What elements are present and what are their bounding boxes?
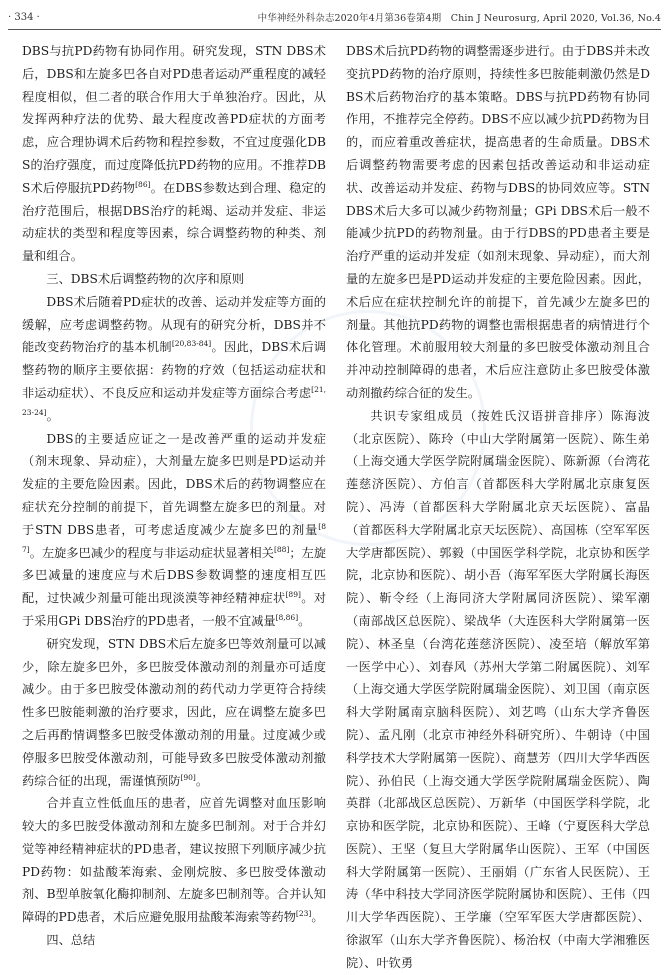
text: DBS与抗PD药物有协同作用。研究发现，STN DBS术后，DBS和左旋多巴各自对PD患者运动严重程度的减轻程度相似，但二者的联合作用大于单独治疗。因此，从发挥两种疗法的优势、最大程度改善PD症状的方面考虑，应合理协调术后药物和程控参数，不宜过度强化DBS的治疗强度，而过度降低抗PD药物的应用。不推荐DBS术后停服抗PD药物	[22, 44, 326, 195]
text: 。	[298, 613, 311, 628]
running-header	[8, 6, 661, 28]
text: 。	[311, 910, 324, 925]
text: 合并直立性低血压的患者，应首先调整对血压影响较大的多巴胺受体激动剂和左旋多巴制剂。对于合并幻觉等神经精神症状的PD患者，建议按照下列顺序减少抗PD药物：如盐酸苯海索、金刚烷胺、多巴胺受体激动剂、B型单胺氧化酶抑制剂、左旋多巴制剂等。合并认知障碍的PD患者，术后应避免服用盐酸苯海索等药物	[22, 796, 326, 925]
text: 。因此，DBS术后调整药物的顺序主要依据：药物的疗效（包括运动症状和非运动症状）、不良反应和运动并发症等方面综合考虑	[22, 340, 327, 400]
expert-panel-list: 共识专家组成员（按姓氏汉语拼音排序）陈海波（北京医院）、陈玲（中山大学附属第一医院）、陈生弟（上海交通大学医学院附属瑞金医院）、陈新源（台湾花莲慈济医院）、方伯言（首都医科大学附属北京康复医院）、冯涛（首都医科大学附属北京天坛医院）、富晶（首都医科大学附属北京天坛医院）、高国栋（空军军医大学唐都医院）、郭毅（中国医学科学院，北京协和医学院，北京协和医院）、胡小吾（海军军医大学附属长海医院）、靳令经（上海同济大学附属同济医院）、梁军潮（南部战区总医院）、梁战华（大连医科大学附属第一医院）、林圣皇（台湾花莲慈济医院）、凌至培（解放军第一医学中心）、刘春风（苏州大学第二附属医院）、刘军（上海交通大学医学院附属瑞金医院）、刘卫国（南京医科大学附属南京脑科医院）、刘艺鸣（山东大学齐鲁医院）、孟凡刚（北京市神经外科研究所）、牛朝诗（中国科学技术大学附属第一医院）、商慧芳（四川大学华西医院）、孙伯民（上海交通大学医学院附属瑞金医院）、陶英群（北部战区总医院）、万新华（中国医学科学院，北京协和医学院，北京协和医院）、王峰（宁夏医科大学总医院）、王坚（复旦大学附属华山医院）、王军（中国医科大学附属第一医院）、王丽娟（广东省人民医院）、王涛（华中科技大学同济医学院附属协和医院）、王伟（四川大学华西医院）、王学廉（空军军医大学唐都医院）、徐淑军（山东大学齐鲁医院）、杨治权（中南大学湘雅医院）、叶钦勇	[346, 408, 650, 970]
section-heading: 三、DBS术后调整药物的次序和原则	[46, 271, 245, 286]
page-number: · 334 ·	[8, 11, 40, 23]
citation: [23]	[295, 909, 312, 919]
citation: [88]	[273, 544, 290, 554]
paragraph: DBS术后抗PD药物的调整需逐步进行。由于DBS并未改变抗PD药物的治疗原则，持续性多巴胺能刺激仍然是DBS术后药物治疗的基本策略。DBS与抗PD药物有协同作用，不推荐完全停药。DBS不应以减少抗PD药物为目的，而应着重改善症状，提高患者的生命质量。DBS术后调整药物需要考虑的因素包括改善运动和非运动症状、改善运动并发症、药物与DBS的协同效应等。STN DBS术后大多可以减少药物剂量；GPi DBS术后一般不能减少抗PD的药物剂量。由于行DBS的PD患者主要是治疗严重的运动并发症（如剂末现象、异动症），而大剂量的左旋多巴是PD运动并发症的主要危险因素。因此，术后应在症状控制允许的前提下，首先减少左旋多巴的剂量。其他抗PD药物的调整也需根据患者的病情进行个体化管理。术前服用较大剂量的多巴胺受体激动剂且合并冲动控制障碍的患者，术后应注意防止多巴胺受体激动剂撤药综合征的发生。	[346, 44, 650, 400]
paragraph	[22, 633, 326, 793]
citation: [8,86]	[275, 612, 299, 622]
citation: [21,23-24]	[22, 384, 326, 417]
text: 。	[46, 408, 59, 423]
paragraph	[22, 40, 326, 268]
section-heading: 四、总结	[46, 933, 96, 948]
header-rule	[8, 29, 661, 30]
citation: [20,83-84]	[171, 339, 212, 349]
journal-citation: 中华神经外科杂志2020年4月第36卷第4期 Chin J Neurosurg, April 2020, Vol.36, No.4	[257, 13, 661, 24]
text: 研究发现，STN DBS术后左旋多巴等效剂量可以减少，除左旋多巴外，多巴胺受体激动剂的剂量亦可适度减少。由于多巴胺受体激动剂的药代动力学更符合持续性多巴胺能刺激的治疗要求，因此，应在调整左旋多巴之后再酌情调整多巴胺受体激动剂的用量。过度减少或停服多巴胺受体激动剂，可能导致多巴胺受体激动剂撤药综合征的出现，需谨慎预防	[22, 636, 326, 788]
text: DBS的主要适应证之一是改善严重的运动并发症（剂末现象、异动症），大剂量左旋多巴则是PD运动并发症的主要危险因素。因此，DBS术后的药物调整应在症状充分控制的前提下，首先调整左旋多巴的剂量。对于STN DBS患者，可考虑适度减少左旋多巴的剂量	[22, 431, 326, 537]
paragraph	[22, 428, 326, 633]
text: ；左旋多巴减量的速度应与术后DBS参数调整的速度相互匹配，过快减少剂量可能出现淡漠等神经精神症状	[22, 545, 327, 606]
left-column	[22, 40, 326, 952]
text: 。在DBS参数达到合理、稳定的治疗范围后，根据DBS治疗的耗竭、运动并发症、非运动症状的类型和程度等因素，综合调整药物的种类、剂量和组合。	[22, 180, 326, 264]
paragraph	[22, 792, 326, 929]
text: 。左旋多巴减少的程度与非运动症状显著相关	[29, 545, 274, 560]
citation: [86]	[135, 179, 151, 189]
text: 。对于采用GPi DBS治疗的PD患者，一般不宜减量	[22, 591, 327, 628]
text: 。	[195, 773, 209, 788]
citation: [89]	[285, 590, 301, 600]
right-column	[346, 40, 650, 975]
paragraph	[22, 291, 326, 428]
citation: [90]	[180, 772, 196, 782]
text: DBS术后随着PD症状的改善、运动并发症等方面的缓解，应考虑调整药物。从现有的研究分析，DBS并不能改变药物治疗的基本机制	[22, 294, 326, 355]
citation: [87]	[22, 521, 326, 554]
